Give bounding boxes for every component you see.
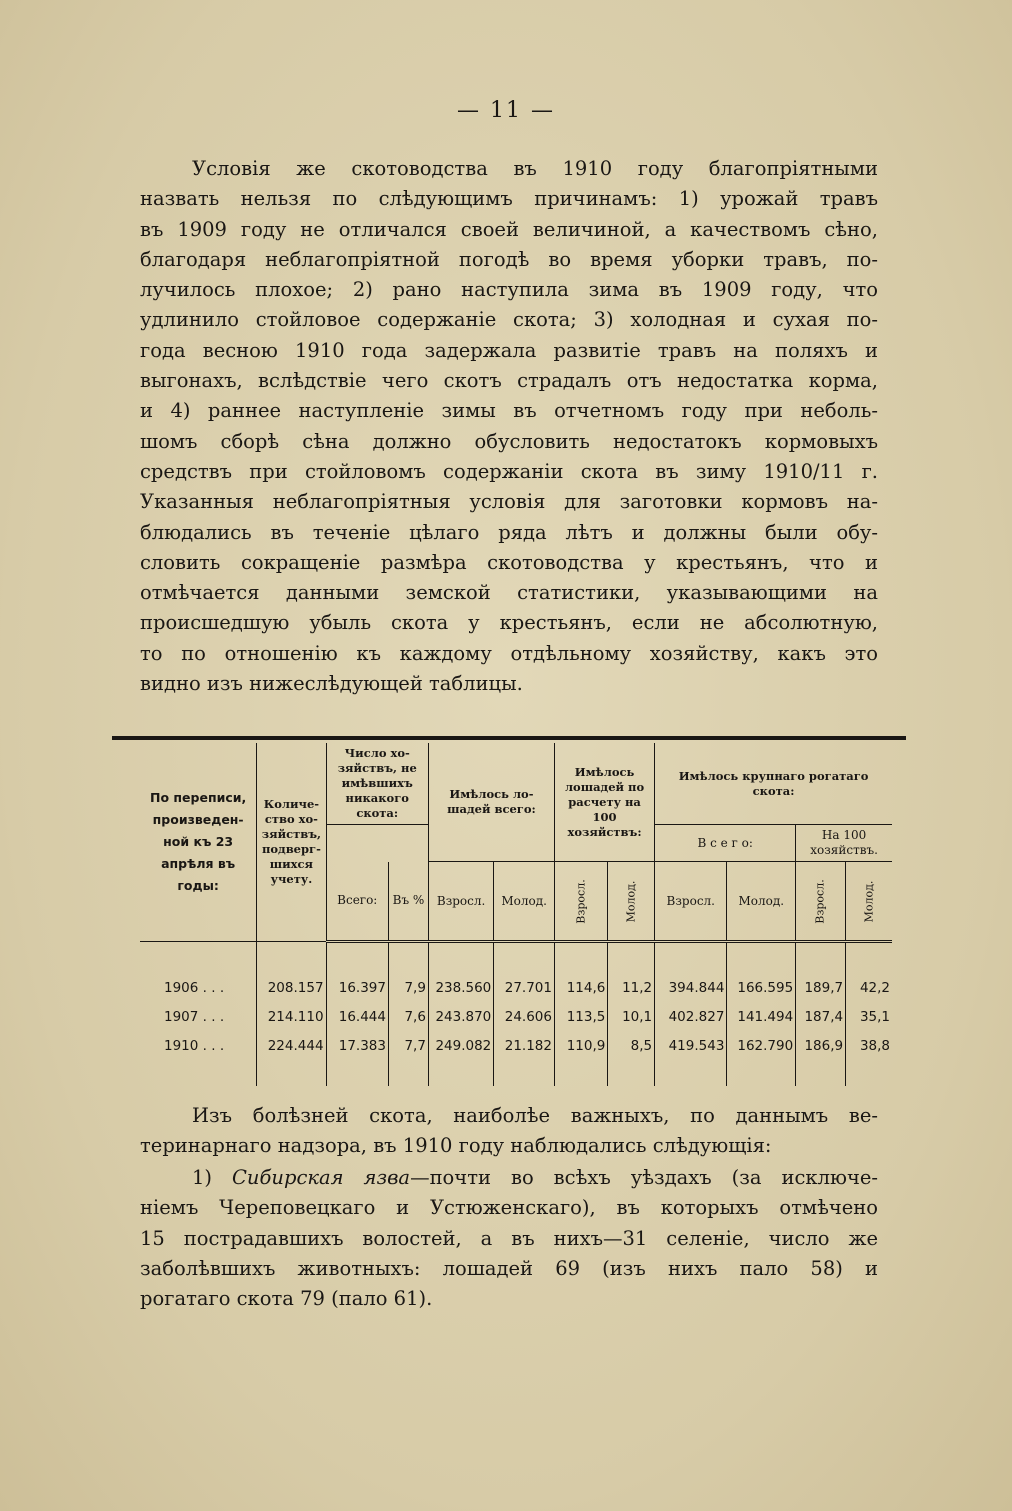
text-line: средствъ при стойловомъ содержаніи скота въ зиму 1910/11 г.: [140, 459, 878, 483]
cell-horses-adult: 238.560: [428, 973, 493, 1002]
cell-horses100-adult: 113,5: [554, 1002, 607, 1031]
header-cattle: Имѣлось крупнаго рогатаго скота:: [655, 743, 892, 825]
header-no-livestock-total: Всего:: [326, 862, 388, 942]
header-households-no-livestock: Число хо-зяйствъ, не имѣвшихъ никакого скота:: [326, 743, 428, 825]
table-row: [140, 973, 892, 1002]
cell-cattle100-adult: 187,4: [796, 1002, 846, 1031]
header-spacer: [326, 825, 428, 862]
text-line: блюдались въ теченіе цѣлаго ряда лѣтъ и должны были обу-: [140, 520, 878, 544]
text-line: то по отношенію къ каждому отдѣльному хозяйству, какъ это: [140, 641, 878, 665]
header-cattle-young: Молод.: [727, 862, 796, 942]
cell-horses100-young: 10,1: [608, 1002, 655, 1031]
text-line: рогатаго скота 79 (пало 61).: [140, 1287, 433, 1311]
page-number: — 11 —: [457, 98, 555, 123]
anthrax-line-rest: —почти во всѣхъ уѣздахъ (за исключе-: [410, 1166, 878, 1189]
text-line: заболѣвшихъ животныхъ: лошадей 69 (изъ нихъ пало 58) и: [140, 1256, 878, 1280]
cell-cattle-adult: 394.844: [655, 973, 727, 1002]
header-horses100-adult: Взросл.: [554, 862, 607, 942]
cell-none-pct: 7,6: [388, 1002, 428, 1031]
cell-cattle-young: 141.494: [727, 1002, 796, 1031]
text-line: назвать нельзя по слѣдующимъ причинамъ: 1) урожай травъ: [140, 187, 878, 211]
cell-year: 1907 . . .: [140, 1002, 257, 1031]
disease-name: Сибирская язва: [232, 1166, 411, 1189]
text-line: ніемъ Череповецкаго и Устюженскаго), въ которыхъ отмѣчено: [140, 1196, 878, 1220]
text-line: словить сокращеніе размѣра скотоводства у крестьянъ, что и: [140, 550, 878, 574]
text-line: и 4) раннее наступленіе зимы въ отчетномъ году при неболь-: [140, 399, 878, 423]
text-line: теринарнаго надзора, въ 1910 году наблюдались слѣдующія:: [140, 1134, 772, 1158]
text-line: лучилось плохое; 2) рано наступила зима въ 1909 году, что: [140, 278, 878, 302]
cell-none-pct: 7,7: [388, 1031, 428, 1060]
livestock-table: [140, 743, 892, 1086]
cell-none-total: 16.397: [326, 973, 388, 1002]
paragraph-livestock-conditions: [140, 154, 878, 699]
header-cattle100-young: Молод.: [846, 862, 892, 942]
cell-horses-adult: 249.082: [428, 1031, 493, 1060]
text-line: происшедшую убыль скота у крестьянъ, если не абсолютную,: [140, 611, 878, 635]
header-cattle-total: В с е г о:: [655, 825, 796, 862]
cell-horses-young: 27.701: [494, 973, 555, 1002]
text-line: Указанныя неблагопріятныя условія для заготовки кормовъ на-: [140, 490, 878, 514]
cell-cattle100-adult: 189,7: [796, 973, 846, 1002]
cell-cattle100-young: 35,1: [859, 1008, 890, 1025]
cell-households: 224.444: [257, 1031, 326, 1060]
header-no-livestock-percent: Въ %: [388, 862, 428, 942]
cell-none-total: 16.444: [326, 1002, 388, 1031]
text-line: 15 пострадавшихъ волостей, а въ нихъ—31 селеніе, число же: [140, 1226, 878, 1250]
cell-horses100-young: 8,5: [608, 1031, 655, 1060]
header-cattle-adult: Взросл.: [655, 862, 727, 942]
header-horses-per-100: Имѣлось лошадей по расчету на 100 хозяйствъ:: [554, 743, 654, 862]
header-cattle100-adult: Взросл.: [796, 862, 846, 942]
text-line: года весною 1910 года задержала развитіе травъ на поляхъ и: [140, 338, 878, 362]
text-line: Изъ болѣзней скота, наиболѣе важныхъ, по даннымъ ве-: [192, 1104, 878, 1127]
cell-horses-adult: 243.870: [428, 1002, 493, 1031]
cell-cattle-adult: 402.827: [655, 1002, 727, 1031]
cell-horses100-adult: 110,9: [554, 1031, 607, 1060]
list-number: 1): [192, 1166, 233, 1189]
text-line: шомъ сборѣ сѣна должно обусловить недостатокъ кормовыхъ: [140, 429, 878, 453]
text-line: благодаря неблагопріятной погодѣ во время уборки травъ, по-: [140, 247, 878, 271]
cell-households: 208.157: [257, 973, 326, 1002]
table-top-rule: [112, 736, 906, 740]
cell-cattle-young: 166.595: [727, 973, 796, 1002]
cell-year: 1910 . . .: [140, 1031, 257, 1060]
text-line: въ 1909 году не отличался своей величиной, а качествомъ сѣно,: [140, 217, 878, 241]
table-row: [140, 1002, 892, 1031]
header-cattle-per-100: На 100 хозяйствъ.: [796, 825, 892, 862]
cell-horses-young: 21.182: [494, 1031, 555, 1060]
cell-cattle-adult: 419.543: [655, 1031, 727, 1060]
cell-year: 1906 . . .: [140, 973, 257, 1002]
anthrax-first-line: [140, 1163, 878, 1193]
cell-cattle100-adult: 186,9: [796, 1031, 846, 1060]
cell-cattle-young: 162.790: [727, 1031, 796, 1060]
cell-horses100-young: 11,2: [608, 973, 655, 1002]
text-line: Условія же скотоводства въ 1910 году благопріятными: [192, 157, 878, 180]
paragraph-anthrax: [140, 1163, 878, 1314]
text-line: удлинило стойловое содержаніе скота; 3) холодная и сухая по-: [140, 308, 878, 332]
header-horses-adult: Взросл.: [428, 862, 493, 942]
paragraph-diseases-intro: [140, 1101, 878, 1162]
text-line: отмѣчается данными земской статистики, указывающими на: [140, 581, 878, 605]
cell-households: 214.110: [257, 1002, 326, 1031]
cell-cattle100-young: 38,8: [859, 1037, 890, 1054]
table-row: [140, 1031, 892, 1060]
cell-horses100-adult: 114,6: [554, 973, 607, 1002]
cell-horses-young: 24.606: [494, 1002, 555, 1031]
text-line: выгонахъ, вслѣдствіе чего скотъ страдалъ отъ недостатка корма,: [140, 369, 878, 393]
header-horses100-young: Молод.: [608, 862, 655, 942]
text-line: видно изъ нижеслѣдующей таблицы.: [140, 672, 523, 696]
header-horses-total: Имѣлось ло-шадей всего:: [428, 743, 554, 862]
cell-none-pct: 7,9: [388, 973, 428, 1002]
header-households: Количе-ство хо-зяйствъ, подверг-шихся учету.: [257, 743, 326, 942]
header-census-years: По переписи, произведен-ной къ 23 апрѣля въ годы:: [140, 743, 257, 942]
cell-cattle100-young: 42,2: [859, 979, 890, 996]
header-horses-young: Молод.: [494, 862, 555, 942]
cell-none-total: 17.383: [326, 1031, 388, 1060]
